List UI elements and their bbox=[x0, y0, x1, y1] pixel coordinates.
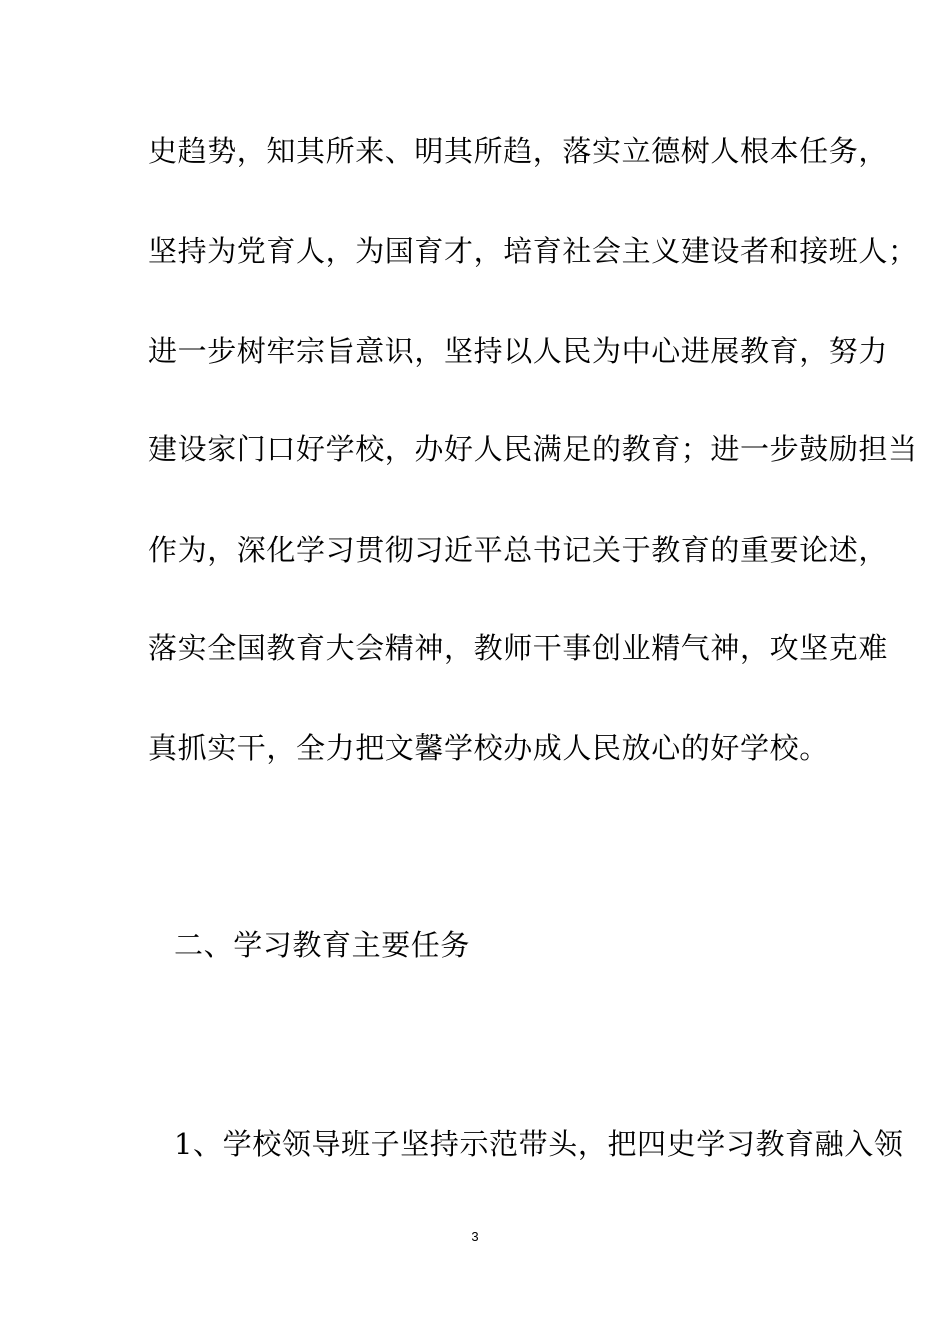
body-line-1: 史趋势，知其所来、明其所趋，落实立德树人根本任务， bbox=[148, 134, 889, 168]
body-line-4: 建设家门口好学校，办好人民满足的教育；进一步鼓励担当 bbox=[148, 432, 918, 466]
page-number: 3 bbox=[471, 1229, 479, 1244]
body-line-5: 作为，深化学习贯彻习近平总书记关于教育的重要论述， bbox=[148, 533, 889, 567]
body-line-3: 进一步树牢宗旨意识，坚持以人民为中心进展教育，努力 bbox=[148, 334, 889, 368]
body-line-2: 坚持为党育人，为国育才，培育社会主义建设者和接班人； bbox=[148, 234, 918, 268]
section-heading: 二、学习教育主要任务 bbox=[174, 928, 471, 962]
list-item-1: 1、学校领导班子坚持示范带头，把四史学习教育融入领 bbox=[174, 1127, 904, 1161]
body-line-7: 真抓实干，全力把文馨学校办成人民放心的好学校。 bbox=[148, 731, 829, 765]
body-line-6: 落实全国教育大会精神，教师干事创业精气神，攻坚克难 bbox=[148, 631, 889, 665]
